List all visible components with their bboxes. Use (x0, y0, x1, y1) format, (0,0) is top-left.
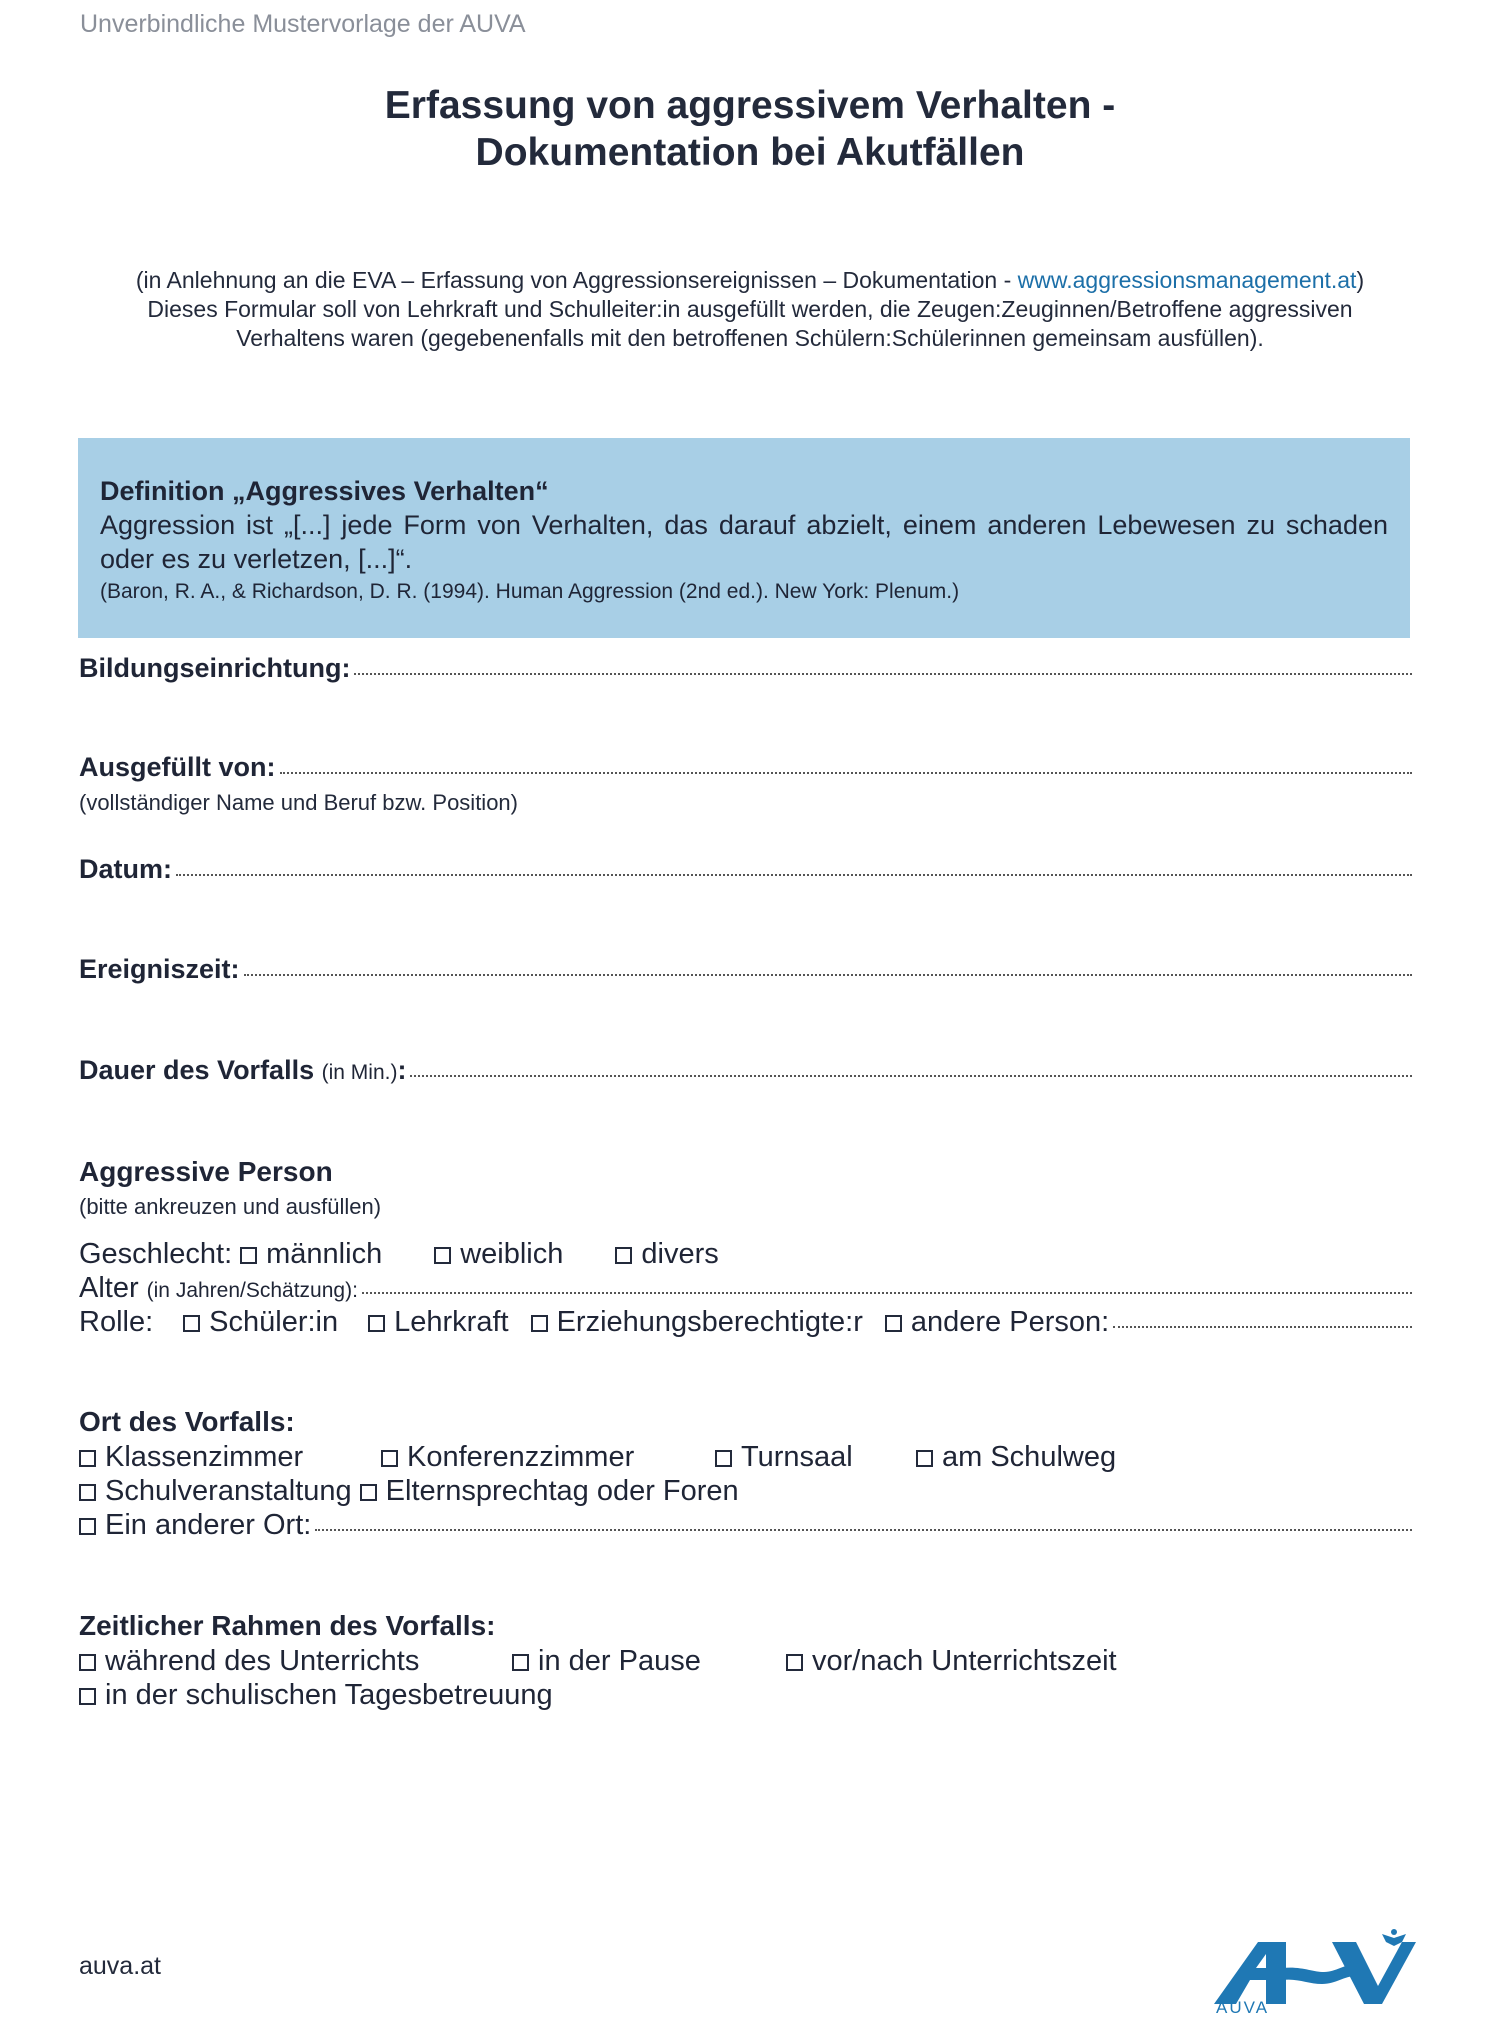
role-option-label: andere Person: (910, 1306, 1110, 1338)
location-option-label: am Schulweg (942, 1441, 1117, 1473)
institution-field[interactable] (79, 653, 1412, 684)
gender-option-male[interactable] (240, 1237, 382, 1271)
checkbox-icon[interactable] (512, 1654, 529, 1671)
timeframe-option-break[interactable] (512, 1644, 786, 1678)
role-row (79, 1305, 1412, 1339)
checkbox-icon[interactable] (368, 1315, 385, 1332)
gender-option-label: divers (641, 1238, 719, 1270)
checkbox-icon[interactable] (615, 1247, 632, 1264)
timeframe-option-before-after[interactable] (786, 1644, 1117, 1678)
gender-option-label: männlich (266, 1238, 383, 1270)
page-title (0, 82, 1500, 176)
checkbox-icon[interactable] (79, 1688, 96, 1705)
event-time-fill-line[interactable] (244, 973, 1412, 976)
date-fill-line[interactable] (176, 873, 1412, 876)
date-field[interactable] (79, 854, 1412, 885)
checkbox-icon[interactable] (786, 1654, 803, 1671)
duration-label (79, 1055, 406, 1086)
timeframe-option-day-care[interactable] (79, 1678, 553, 1712)
institution-label: Bildungseinrichtung: (79, 653, 351, 683)
intro-line1-suffix: ) (1356, 267, 1365, 293)
footer-url[interactable]: auva.at (79, 1952, 162, 1980)
location-option-parents-day[interactable] (360, 1474, 739, 1508)
date-label: Datum: (79, 854, 172, 884)
location-option-label: Klassenzimmer (105, 1441, 304, 1473)
role-option-guardian[interactable] (531, 1305, 863, 1339)
title-line-1: Erfassung von aggressivem Verhalten - (384, 84, 1116, 127)
filled-by-fill-line[interactable] (280, 771, 1413, 774)
gender-row (79, 1237, 1412, 1271)
auva-logo-text: AUVA (1216, 1998, 1270, 2017)
checkbox-icon[interactable] (183, 1315, 200, 1332)
role-option-teacher[interactable] (368, 1305, 508, 1339)
role-other-fill-line[interactable] (1113, 1325, 1412, 1328)
filled-by-hint: (vollständiger Name und Beruf bzw. Position) (79, 790, 518, 815)
timeframe-row-2 (79, 1678, 1412, 1712)
location-row-3 (79, 1508, 1412, 1542)
location-option-conference-room[interactable] (381, 1440, 715, 1474)
intro-line-3: Verhaltens waren (gegebenenfalls mit den betroffenen Schülern:Schülerinnen gemeinsam ausfüllen). (236, 325, 1264, 351)
checkbox-icon[interactable] (79, 1518, 96, 1535)
checkbox-icon[interactable] (79, 1654, 96, 1671)
definition-title: Definition „Aggressives Verhalten“ (100, 476, 549, 506)
checkbox-icon[interactable] (79, 1450, 96, 1467)
role-option-student[interactable] (183, 1305, 338, 1339)
checkbox-icon[interactable] (434, 1247, 451, 1264)
gender-label: Geschlecht: (79, 1238, 233, 1270)
event-time-label: Ereigniszeit: (79, 954, 240, 984)
checkbox-icon[interactable] (381, 1450, 398, 1467)
intro-text (80, 266, 1420, 353)
age-label: Alter (79, 1272, 139, 1304)
location-heading: Ort des Vorfalls: (79, 1406, 295, 1437)
role-option-label: Schüler:in (209, 1306, 339, 1338)
filled-by-label: Ausgefüllt von: (79, 752, 276, 782)
checkbox-icon[interactable] (916, 1450, 933, 1467)
checkbox-icon[interactable] (240, 1247, 257, 1264)
role-option-label: Lehrkraft (394, 1306, 509, 1338)
duration-colon: : (397, 1055, 407, 1085)
timeframe-option-label: in der schulischen Tagesbetreuung (105, 1679, 553, 1711)
intro-line-2: Dieses Formular soll von Lehrkraft und Schulleiter:in ausgefüllt werden, die Zeugen:Zeuginnen/Betroffene aggressiven (147, 296, 1353, 322)
definition-source: (Baron, R. A., & Richardson, D. R. (1994). Human Aggression (2nd ed.). New York: Plenum.) (100, 580, 960, 603)
timeframe-option-during-class[interactable] (79, 1644, 512, 1678)
checkbox-icon[interactable] (79, 1484, 96, 1501)
location-other-fill-line[interactable] (315, 1528, 1412, 1531)
intro-line1-prefix: (in Anlehnung an die EVA – Erfassung von Aggressionsereignissen – Dokumentation - (135, 267, 1018, 293)
location-option-classroom[interactable] (79, 1440, 381, 1474)
duration-unit: (in Min.) (321, 1061, 398, 1084)
location-option-label: Elternsprechtag oder Foren (385, 1475, 739, 1507)
checkbox-icon[interactable] (360, 1484, 377, 1501)
institution-fill-line[interactable] (354, 672, 1412, 675)
duration-fill-line[interactable] (410, 1074, 1412, 1077)
checkbox-icon[interactable] (531, 1315, 548, 1332)
timeframe-row-1 (79, 1644, 1412, 1678)
definition-text: Aggression ist „[...] jede Form von Verhalten, das darauf abzielt, einem anderen Lebewesen zu schaden oder es zu verletzen, [...]“. (100, 510, 1388, 574)
event-time-field[interactable] (79, 954, 1412, 985)
aggressive-person-hint: (bitte ankreuzen und ausfüllen) (79, 1194, 382, 1219)
location-option-label: Konferenzzimmer (407, 1441, 635, 1473)
gender-option-female[interactable] (434, 1237, 563, 1271)
location-option-gym[interactable] (715, 1440, 916, 1474)
intro-link[interactable]: www.aggressionsmanagement.at (1017, 267, 1357, 293)
duration-field[interactable] (79, 1055, 1412, 1086)
age-row[interactable] (79, 1271, 1412, 1308)
timeframe-heading: Zeitlicher Rahmen des Vorfalls: (79, 1610, 496, 1641)
checkbox-icon[interactable] (715, 1450, 732, 1467)
timeframe-option-label: während des Unterrichts (105, 1645, 420, 1677)
location-option-label: Schulveranstaltung (105, 1475, 352, 1507)
location-option-school-event[interactable] (79, 1474, 352, 1508)
location-row-2 (79, 1474, 1412, 1508)
definition-box (78, 438, 1410, 638)
age-fill-line[interactable] (362, 1291, 1412, 1294)
timeframe-option-label: in der Pause (538, 1645, 701, 1677)
checkbox-icon[interactable] (885, 1315, 902, 1332)
timeframe-option-label: vor/nach Unterrichtszeit (812, 1645, 1117, 1677)
role-option-label: Erziehungsberechtigte:r (556, 1306, 863, 1338)
gender-option-label: weiblich (460, 1238, 564, 1270)
title-line-2: Dokumentation bei Akutfällen (475, 131, 1025, 174)
location-option-label: Turnsaal (741, 1441, 853, 1473)
filled-by-field[interactable] (79, 752, 1412, 783)
role-label: Rolle: (79, 1306, 154, 1338)
gender-option-diverse[interactable] (615, 1237, 718, 1271)
age-hint: (in Jahren/Schätzung): (146, 1279, 358, 1302)
role-option-other[interactable] (885, 1305, 1109, 1339)
aggressive-person-heading: Aggressive Person (79, 1156, 333, 1187)
location-row-1 (79, 1440, 1412, 1474)
location-option-label: Ein anderer Ort: (105, 1509, 312, 1541)
header-note: Unverbindliche Mustervorlage der AUVA (80, 10, 526, 38)
location-option-school-way[interactable] (916, 1440, 1116, 1474)
location-option-other[interactable] (79, 1508, 311, 1542)
duration-label-text: Dauer des Vorfalls (79, 1055, 315, 1085)
auva-logo (1212, 1928, 1418, 2016)
